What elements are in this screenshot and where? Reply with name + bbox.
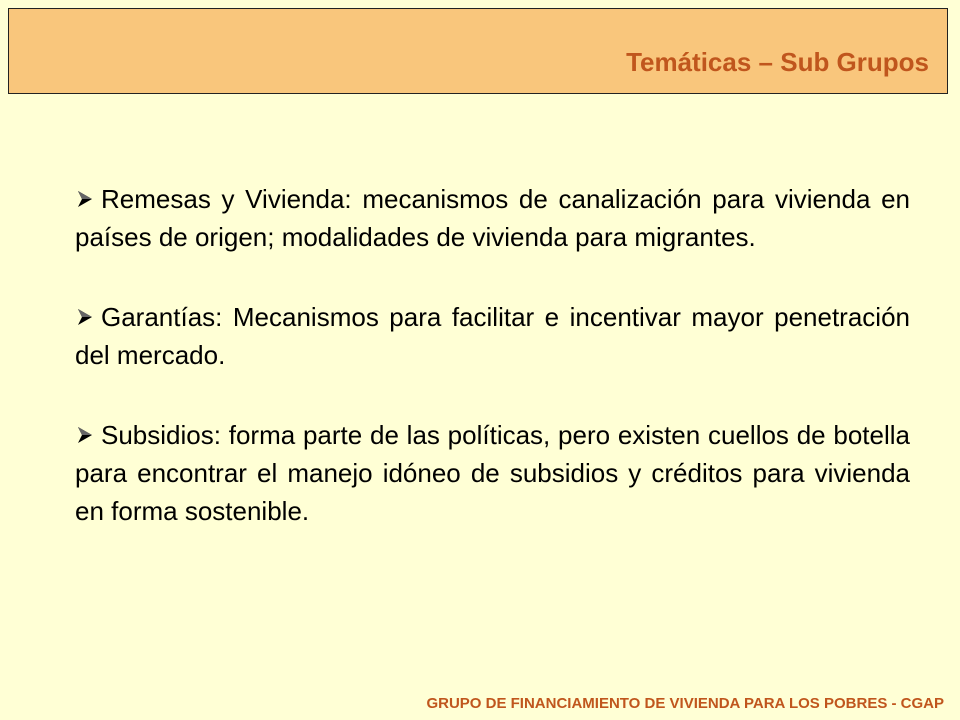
bullet-text: Remesas y Vivienda: mecanismos de canalización para vivienda en países de origen; modalidades de vivienda para migrantes. [75,184,910,252]
bullet-item-remesas [75,180,910,256]
bullet-text: Garantías: Mecanismos para facilitar e incentivar mayor penetración del mercado. [75,302,910,370]
arrow-bullet-icon [75,189,95,209]
bullet-item-subsidios [75,416,910,530]
footer-text: GRUPO DE FINANCIAMIENTO DE VIVIENDA PARA LOS POBRES - CGAP [426,695,944,712]
slide-title: Temáticas – Sub Grupos [626,47,929,77]
bullet-item-garantias [75,298,910,374]
arrow-bullet-icon [75,307,95,327]
bullet-text: Subsidios: forma parte de las políticas, pero existen cuellos de botella para encontrar el manejo idóneo de subsidios y créditos para vivienda en forma sostenible. [75,420,910,526]
title-bar [8,8,948,94]
bullet-list [75,180,910,572]
arrow-bullet-icon [75,425,95,445]
